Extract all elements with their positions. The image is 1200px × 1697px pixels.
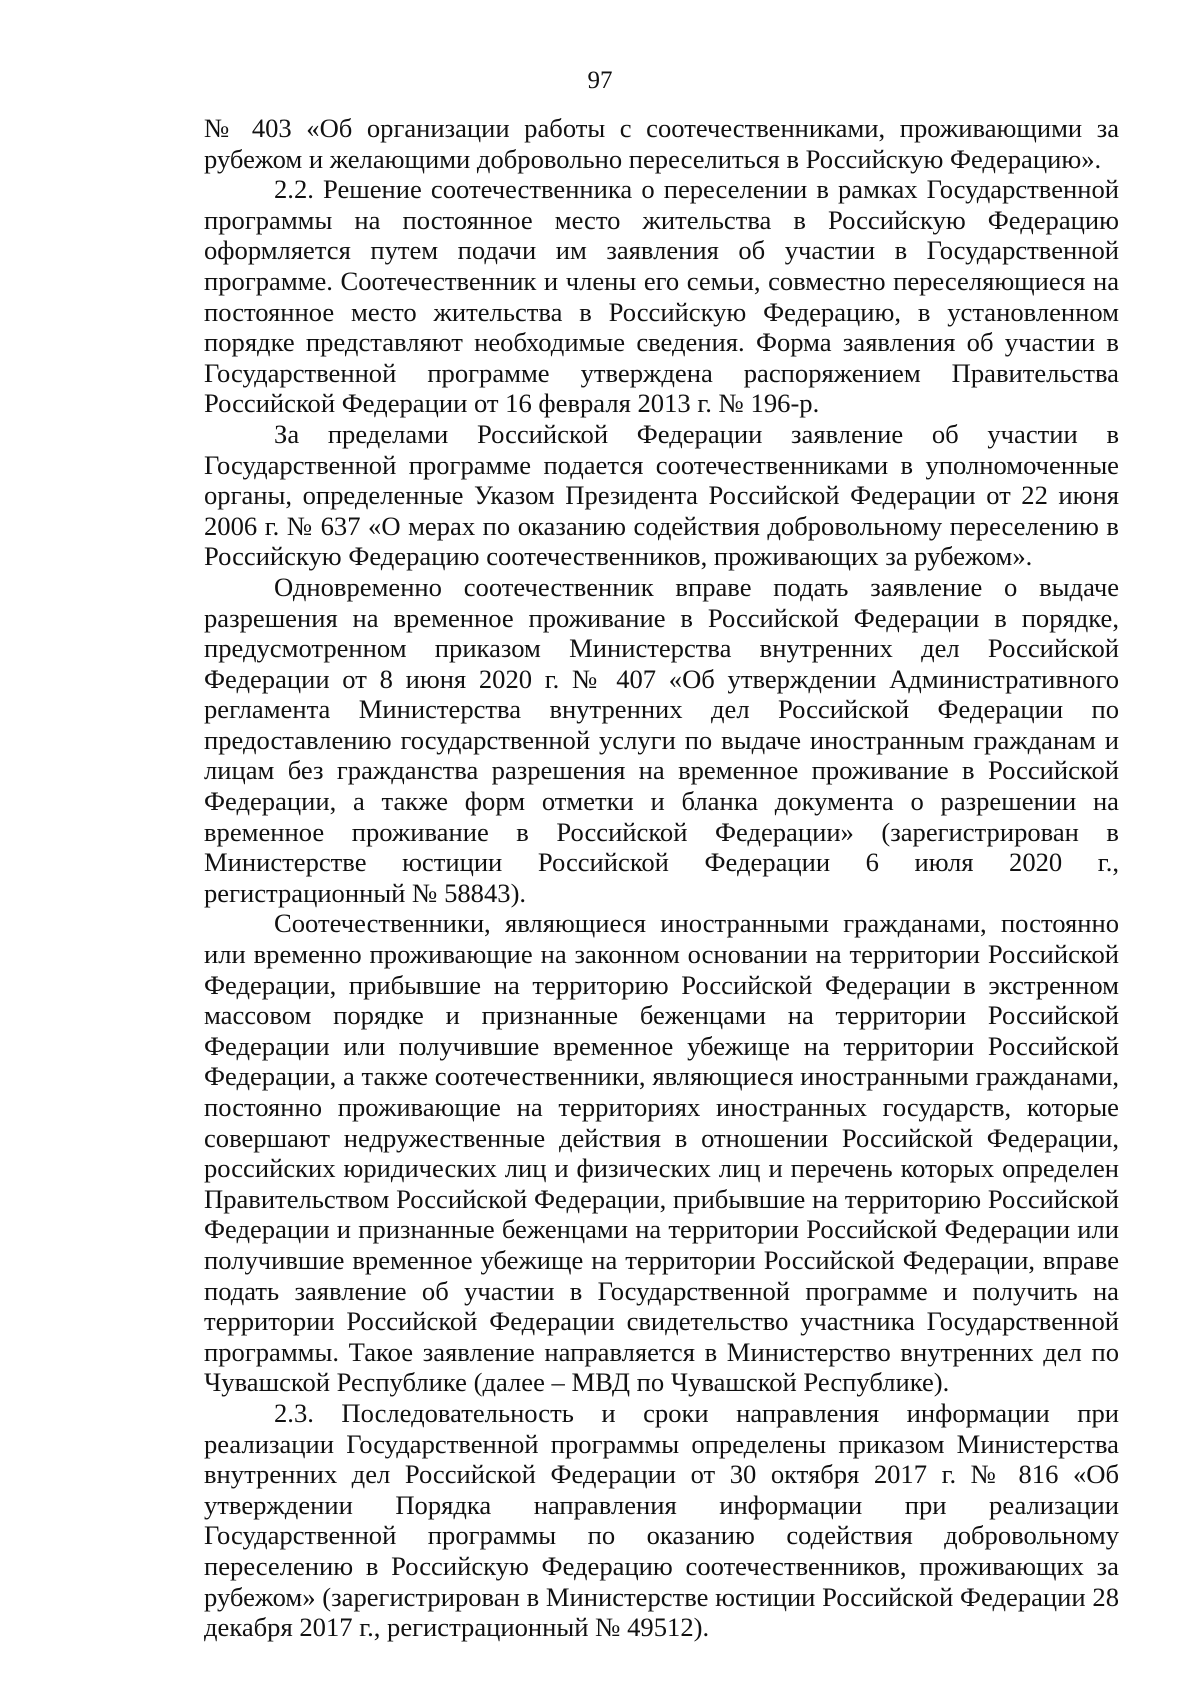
page-number: 97	[587, 67, 613, 94]
paragraph-intro: № 403 «Об организации работы с соотечественниками, проживающими за рубежом и желающими добровольно переселиться в Российскую Федерацию».	[204, 113, 1119, 174]
paragraph-2-2: 2.2. Решение соотечественника о переселении в рамках Государственной программы на постоянное место жительства в Российскую Федерацию оформляется путем подачи им заявления об участии в Государственной программе. Соотечественник и члены его семьи, совместно переселяющиеся на постоянное место жительства в Российскую Федерацию, в установленном порядке представляют необходимые сведения. Форма заявления об участии в Государственной программе утверждена распоряжением Правительства Российской Федерации от 16 февраля 2013 г. № 196-р.	[204, 174, 1119, 419]
paragraph-2-3: 2.3. Последовательность и сроки направления информации при реализации Государственной программы определены приказом Министерства внутренних дел Российской Федерации от 30 октября 2017 г. № 816 «Об утверждении Порядка направления информации при реализации Государственной программы по оказанию содействия добровольному переселению в Российскую Федерацию соотечественников, проживающих за рубежом» (зарегистрирован в Министерстве юстиции Российской Федерации 28 декабря 2017 г., регистрационный № 49512).	[204, 1397, 1119, 1643]
paragraph-foreign-citizens: Соотечественники, являющиеся иностранными гражданами, постоянно или временно проживающие на законном основании на территории Российской Федерации, прибывшие на территорию Российской Федерации в экстренном массовом порядке и признанные беженцами на территории Российской Федерации или получившие временное убежище на территории Российской Федерации, а также соотечественники, являющиеся иностранными гражданами, постоянно проживающие на территориях иностранных государств, которые совершают недружественные действия в отношении Российской Федерации, российских юридических лиц и физических лиц и перечень которых определен Правительством Российской Федерации, прибывшие на территорию Российской Федерации и признанные беженцами на территории Российской Федерации или получившие временное убежище на территории Российской Федерации, вправе подать заявление об участии в Государственной программе и получить на территории Российской Федерации свидетельство участника Государственной программы. Такое заявление направляется в Министерство внутренних дел по Чувашской Республике (далее – МВД по Чувашской Республике).	[204, 908, 1119, 1398]
paragraph-abroad: За пределами Российской Федерации заявление об участии в Государственной программе подается соотечественниками в уполномоченные органы, определенные Указом Президента Российской Федерации от 22 июня 2006 г. № 637 «О мерах по оказанию содействия добровольному переселению в Российскую Федерацию соотечественников, проживающих за рубежом».	[204, 418, 1119, 572]
paragraph-temporary-residence: Одновременно соотечественник вправе подать заявление о выдаче разрешения на временное проживание в Российской Федерации в порядке, предусмотренном приказом Министерства внутренних дел Российской Федерации от 8 июня 2020 г. № 407 «Об утверждении Административного регламента Министерства внутренних дел Российской Федерации по предоставлению государственной услуги по выдаче иностранным гражданам и лицам без гражданства разрешения на временное проживание в Российской Федерации, а также форм отметки и бланка документа о разрешении на временное проживание в Российской Федерации» (зарегистрирован в Министерстве юстиции Российской Федерации 6 июля 2020 г., регистрационный № 58843).	[204, 571, 1119, 908]
document-body	[204, 113, 1119, 1643]
